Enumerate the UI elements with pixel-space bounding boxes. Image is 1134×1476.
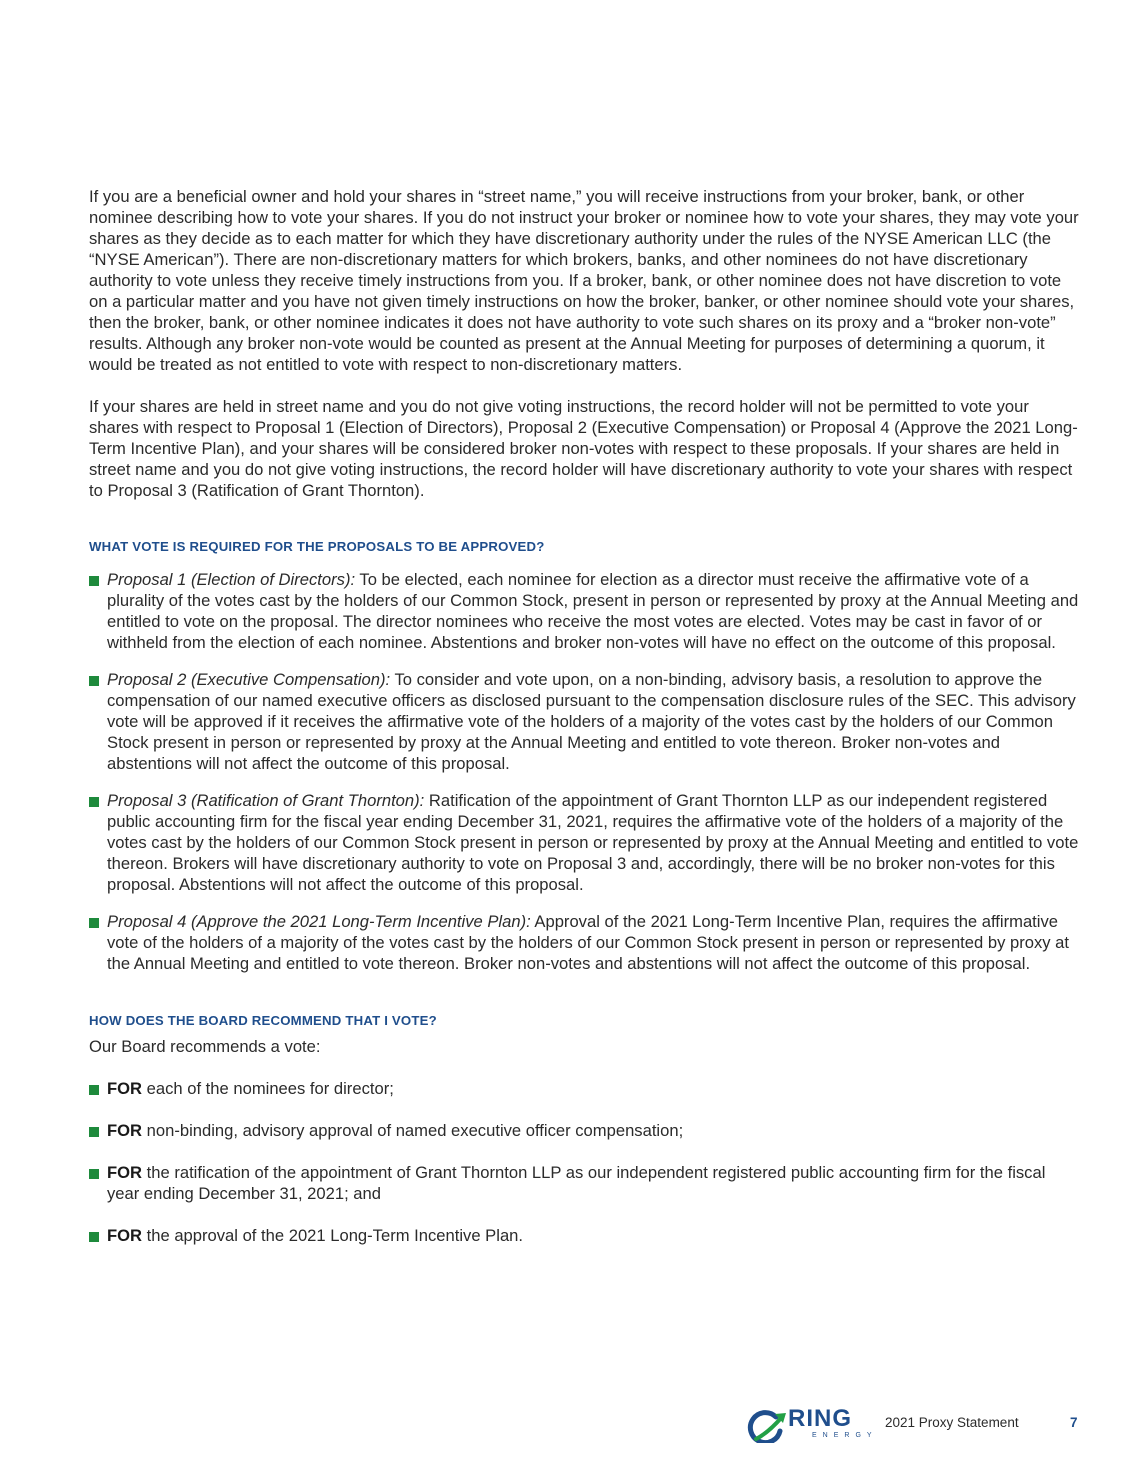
bullet-square-icon	[89, 797, 99, 807]
list-item	[89, 790, 1079, 895]
logo-subtext: ENERGY	[812, 1432, 878, 1439]
for-keyword: FOR	[107, 1163, 143, 1182]
for-keyword: FOR	[107, 1079, 143, 1098]
list-item	[89, 669, 1079, 774]
ring-energy-logo-icon	[742, 1409, 860, 1443]
proposal-text: To be elected, each nominee for election as a director must receive the affirmative vote of a plurality of the votes cast by the holders of our Common Stock, present in person or represented by proxy at the Annual Meeting and entitled to vote on the proposal. The director nominees who receive the most votes are elected. Votes may be cast in favor of or withheld from the election of each nominee. Abstentions and broker non-votes will have no effect on the outcome of this proposal.	[107, 570, 1079, 652]
bullet-square-icon	[89, 676, 99, 686]
proposal-text: Ratification of the appointment of Grant Thornton LLP as our independent registered public accounting firm for the fiscal year ending December 31, 2021, requires the affirmative vote of the holders of a majority of the votes cast by the holders of our Common Stock present in person or represented by proxy at the Annual Meeting and entitled to vote thereon. Brokers will have discretionary authority to vote on Proposal 3 and, accordingly, there will be no broker non-votes for this proposal. Abstentions will not affect the outcome of this proposal.	[107, 791, 1079, 894]
paragraph-beneficial-owner: If you are a beneficial owner and hold your shares in “street name,” you will receive instructions from your broker, bank, or other nominee describing how to vote your shares. If you do not instruct your broker or nominee how to vote your shares, they may vote your shares as they decide as to each matter for which they have discretionary authority under the rules of the NYSE American LLC (the “NYSE American”). There are non-discretionary matters for which brokers, banks, and other nominees do not have discretionary authority to vote unless they receive timely instructions from you. If a broker, bank, or other nominee does not have discretion to vote on a particular matter and you have not given timely instructions on how the broker, banker, or other nominee should vote your shares, then the broker, bank, or other nominee indicates it does not have authority to vote such shares on its proxy and a “broker non-vote” results. Although any broker non-vote would be counted as present at the Annual Meeting for purposes of determining a quorum, it would be treated as not entitled to vote with respect to non-discretionary matters.	[89, 187, 1079, 374]
recommendation-text: the approval of the 2021 Long-Term Incentive Plan.	[142, 1226, 524, 1245]
list-item	[89, 911, 1079, 974]
page-number: 7	[1070, 1415, 1078, 1430]
recommendation-text: each of the nominees for director;	[142, 1079, 394, 1098]
list-item	[89, 1120, 1079, 1141]
list-item	[89, 1162, 1079, 1204]
proposal-text: To consider and vote upon, on a non-binding, advisory basis, a resolution to approve the compensation of our named executive officers as disclosed pursuant to the compensation disclosure rules of the SEC. This advisory vote will be approved if it receives the affirmative vote of the holders of a majority of the votes cast by the holders of our Common Stock present in person or represented by proxy at the Annual Meeting and entitled to vote thereon. Broker non-votes and abstentions will not affect the outcome of this proposal.	[107, 670, 1076, 773]
recommendation-text: non-binding, advisory approval of named executive officer compensation;	[142, 1121, 684, 1140]
logo-wordmark: RING	[788, 1405, 852, 1432]
proposal-text: Approval of the 2021 Long-Term Incentive Plan, requires the affirmative vote of the holders of a majority of the votes cast by the holders of our Common Stock present in person or represented by proxy at the Annual Meeting and entitled to vote thereon. Broker non-votes and abstentions will not affect the outcome of this proposal.	[107, 912, 1070, 973]
footer-document-title: 2021 Proxy Statement	[885, 1415, 1019, 1430]
recommendation-list	[89, 1078, 1079, 1246]
bullet-square-icon	[89, 1085, 99, 1095]
list-item	[89, 1225, 1079, 1246]
list-item	[89, 569, 1079, 653]
proposal-label: Proposal 3 (Ratification of Grant Thornton):	[107, 791, 425, 810]
bullet-square-icon	[89, 1127, 99, 1137]
for-keyword: FOR	[107, 1226, 143, 1245]
board-recommend-intro: Our Board recommends a vote:	[89, 1037, 321, 1056]
proposal-label: Proposal 1 (Election of Directors):	[107, 570, 356, 589]
bullet-square-icon	[89, 918, 99, 928]
bullet-square-icon	[89, 576, 99, 586]
bullet-square-icon	[89, 1232, 99, 1242]
paragraph-street-name: If your shares are held in street name and you do not give voting instructions, the record holder will not be permitted to vote your shares with respect to Proposal 1 (Election of Directors), Proposal 2 (Executive Compensation) or Proposal 4 (Approve the 2021 Long-Term Incentive Plan), and your shares will be considered broker non-votes with respect to these proposals. If your shares are held in street name and you do not give voting instructions, the record holder will have discretionary authority to vote your shares with respect to Proposal 3 (Ratification of Grant Thornton).	[89, 397, 1078, 500]
section-heading-board-recommend: HOW DOES THE BOARD RECOMMEND THAT I VOTE?	[89, 1013, 437, 1028]
recommendation-text: the ratification of the appointment of Grant Thornton LLP as our independent registered public accounting firm for the fiscal year ending December 31, 2021; and	[107, 1163, 1046, 1203]
list-item	[89, 1078, 1079, 1099]
for-keyword: FOR	[107, 1121, 143, 1140]
section-heading-vote-required: WHAT VOTE IS REQUIRED FOR THE PROPOSALS TO BE APPROVED?	[89, 539, 545, 554]
bullet-square-icon	[89, 1169, 99, 1179]
proposal-list	[89, 569, 1079, 974]
proposal-label: Proposal 4 (Approve the 2021 Long-Term Incentive Plan):	[107, 912, 531, 931]
proposal-label: Proposal 2 (Executive Compensation):	[107, 670, 391, 689]
document-page	[89, 186, 1079, 1246]
